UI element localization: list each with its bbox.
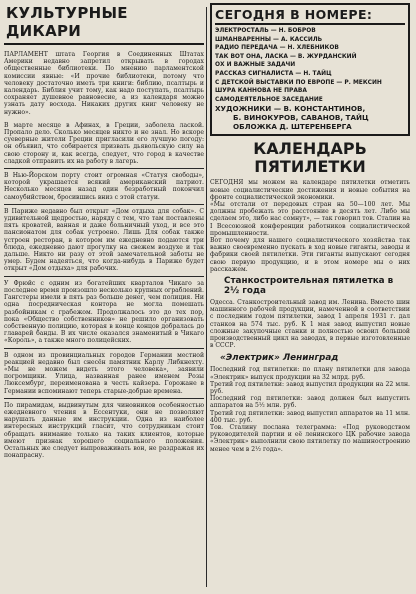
paragraph: СЕГОДНЯ мы можем на календаре пятилетки отметить новые социалистические достижения и новые события на фронте социалистической экономики. xyxy=(210,179,410,201)
right-column xyxy=(210,3,410,591)
artists-line: ОБЛОЖКА Д. ШТЕРЕНБЕРГА xyxy=(233,122,352,132)
paragraph: В марте месяце в Афинах, в Греции, заболела лаской. Пропало дело. Сколько месяцев никто и не знал. Но вскоре суеверные жители Греции пригласили его лучшую погоду: он объявил, что собирается призвать дьявольскую силу на свою сторону и, как всегда, следует, что город в качестве сладкой отправить их на работу в лагерь. xyxy=(4,121,204,165)
divider xyxy=(4,204,204,205)
artists-line: Б. ВИНОКУРОВ, САВАНОВ, ТАЙЦ xyxy=(233,113,369,123)
contents-item: ТАК ВОТ ОНА, ЛАСКА — В. ЖУРДАНСКИЙ xyxy=(215,53,357,60)
contents-item: ШМАНВАРЕННЫ — А. КАССИЛЬ xyxy=(215,36,323,43)
paragraph: Третий год пятилетки: завод выпустил аппаратов на 11 млн. 400 тыс. руб. xyxy=(210,409,410,424)
newspaper-page xyxy=(4,3,412,591)
paragraph: В Париже недавно был открыт «Дом отдыха для собак». С удивительной щедростью, наряду с тем, что там поставлены пять кроватей, ванная и даже больничный уход, и все это пансионатом для собак устроено. Лишь Для собак также устроен ресторан, в котором им ежедневно подаются три блюда, ежедневно дают прогулку на свежем воздухе и так дальше. Никто ни разу от этой замечательной заботы не умер. Будем надеяться, что когда-нибудь в Париже будет открыт «Дом отдыха» для рабочих. xyxy=(4,207,204,273)
divider xyxy=(4,168,204,169)
contents-item: ЭЛЕКТРОСТАЛЬ — Н. БОБРОВ xyxy=(215,28,316,34)
paragraph: Последний год пятилетки: по плану пятилетки для завода «Электрик» выпуск продукции на 32 млрд. руб. xyxy=(210,366,410,381)
artists-line xyxy=(215,104,405,113)
article-heading: КУЛЬТУРНЫЕ ДИКАРИ xyxy=(4,3,204,45)
divider xyxy=(4,398,204,399)
contents-item: САМОДЕЯТЕЛЬНОЕ ЗАСЕДАНИЕ xyxy=(215,96,323,103)
section-heading: «Электрик» Ленинград xyxy=(220,353,339,364)
contents-item: ОХ И ВАЖНЫЕ ЗАДАЧИ xyxy=(215,62,296,69)
contents-item: РАССКАЗ СИГНАЛИСТА — Н. ТАЙЦ xyxy=(215,70,332,77)
paragraph: Одесса. Станкостроительный завод им. Ленина. Вместо шин машинного рабочей продукции, намеченной в соответствии с последним годом пятилетки, завод 1 апреля 1931 г. дал станков на 574 тыс. руб. К 1 мая завод выпустил новые сложные закупочные станки и полностью освоил большой производственный цикл на заводах, в первые изготовленные в СССР. xyxy=(210,298,410,350)
contents-rule xyxy=(215,23,405,25)
paragraph: В Нью-Йорском порту стоит огромная «Статуя свободы», которой украшается всякий американский патриот. Несколько месяцев назад один безработный покончил самоубийством, бросившись вниз с этой статуи. xyxy=(4,172,204,201)
contents-item: ШУРА КАННОВА НЕ ПРАВА xyxy=(215,88,307,95)
paragraph: У Фрюйс с одним из богатейших кварталов Чикаго за последнее время произошло несколько крупных ограблений. Гангстеры имели в пять раз больше денег, чем полиция. Ни одна посредническая контора не могла помешать разбойникам с грабежом. Продолжалось это до тех пор, пока «Общество собственников» не решило организовать собственную полицию, которая в конце концов добралась до главарей банды. В их числе оказался знаменитый в Чикаго «Король», а также много полицейских. xyxy=(4,279,204,345)
paragraph: Вот почему для нашего социалистического хозяйства так важно своевременно пускать в ход новые гиганты, заводы и фабрики своей пятилетки. Эти гиганты выпускают сегодня свою первую продукцию, и в этом номере мы о них расскажем. xyxy=(210,236,410,273)
feature-title: КАЛЕНДАРЬ ПЯТИЛЕТКИ xyxy=(253,139,367,177)
paragraph: По пирамидам, выдвинутым для чиновников особенностью ежедневного чтения в Ессентуки, они не позволяют нарушать данные им инструкции. Одна из наиболее интересных инструкций гласит, что сотрудникам стоит обращать внимание только на таких клиентов, которые имеют признак хорошего социального положения. Остальных же следует выпроваживать вон, не раздражая их понапрасну. xyxy=(4,401,204,460)
paragraph: Тов. Сталину послана телеграмма: «Под руководством руководителей партии и её ленинского ЦК рабочие завода «Электрик» выполнили свою пятилетку по машиностроению менее чем в 2½ года». xyxy=(210,424,410,453)
left-column xyxy=(4,3,204,591)
paragraph: Последний год пятилетки: завод должен был выпустить аппаратов на 5½ млн. руб. xyxy=(210,395,410,410)
contents-item: С ДЕТСКОЙ ВЫСТАВКИ ПО ЕВРОПЕ — Р. МЕКСИН xyxy=(215,79,382,86)
column-divider xyxy=(206,7,207,587)
artist-name: В. КОНСТАНТИНОВ, xyxy=(283,104,366,114)
contents-item: РАДИО ПЕРЕДАЧА — Н. ХЛЕБНИКОВ xyxy=(215,45,339,52)
paragraph: ПАРЛАМЕНТ штата Георгия в Соединенных Штатах Америки недавно запретил открывать в городах общественные библиотеки. По мнению парламентской комиссии явные: «И прочие библиотеки, потому что человеку достаточно иметь три книги: библию, псалтырь и календарь. Библия учит тому, как надо поступать, псалтырь сохраняет душевное равновесие, а из календаря можно узнать дату восхода. Никаких других книг человеку не нужно». xyxy=(4,51,204,116)
contents-title: СЕГОДНЯ В НОМЕРЕ: xyxy=(215,7,373,22)
divider xyxy=(4,348,204,349)
divider xyxy=(4,276,204,277)
paragraph: В одном из провинциальных городов Германии местной реакцией недавно был снесён памятник Карлу Либкнехту. «Мы не можем видеть этого человека», заявили погромщики. Улица, названная ранее именем Розы Люксембург, переименована в честь кайзера. Горожане в Германии вспоминают теперь старые-добрые времена. xyxy=(4,351,204,395)
paragraph: Третий год пятилетки: завод выпустил продукции на 22 млн. руб. xyxy=(210,380,410,396)
paragraph: «Мы отстали от передовых стран на 50—100 лет. Мы должны пробежать это расстояние в десять лет. Либо мы сделаем это, либо нас сомнут», — так говорил тов. Сталин на I Всесоюзной конференции работников социалистической промышленности. xyxy=(210,200,410,237)
section-heading: Станкостроительная пятилетка в 2½ года xyxy=(224,275,394,296)
artists-label: ХУДОЖНИКИ — xyxy=(215,104,282,114)
contents-box xyxy=(210,3,410,136)
